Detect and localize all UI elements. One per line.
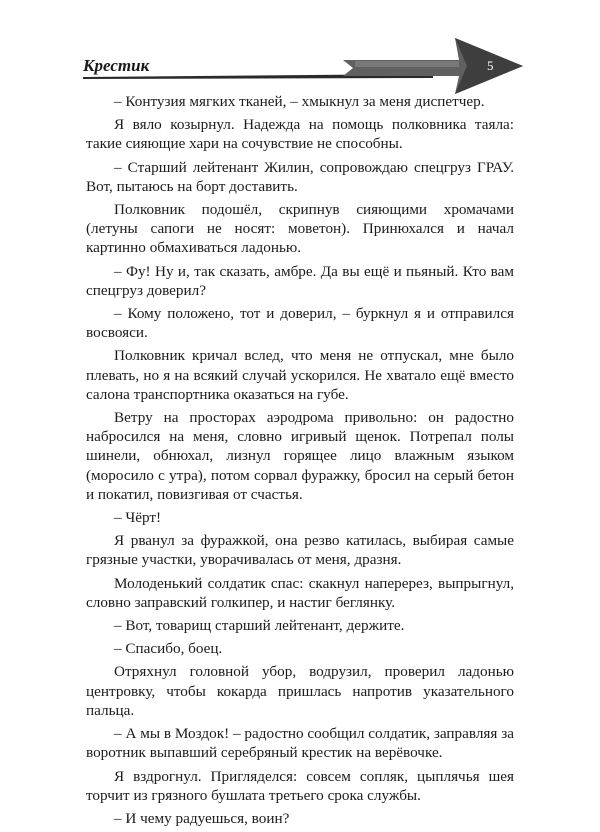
paragraph: – Контузия мягких тканей, – хмыкнул за меня диспетчер. [114, 93, 485, 110]
chapter-title: Крестик [83, 56, 150, 75]
paragraph: – И чему радуешься, воин? [114, 809, 290, 827]
paragraph: – Кому положено, тот и доверил, – буркнул я и отправился восвояси. [86, 305, 514, 342]
paragraph: Отряхнул головной убор, водрузил, проверил ладонью центровку, чтобы кокарда пришлась напротив указательного пальца. [86, 663, 514, 719]
paragraph: – Вот, товарищ старший лейтенант, держите. [114, 617, 405, 635]
paragraph: Полковник кричал вслед, что меня не отпускал, мне было плевать, но я на всякий случай ускорился. Не хватало ещё вместо салона транспортника оказаться на губе. [86, 347, 514, 403]
paragraph: Молоденький солдатик спас: скакнул наперерез, выпрыгнул, словно заправский голкипер, и настиг беглянку. [86, 574, 514, 611]
paragraph: Я вздрогнул. Пригляделся: совсем сопляк, цыплячья шея торчит из грязного бушлата третьего срока службы. [86, 767, 514, 804]
body-text [86, 92, 514, 832]
paragraph: Я вяло козырнул. Надежда на помощь полковника таяла: такие сияющие хари на сочувствие не способны. [86, 116, 514, 153]
paragraph: – Старший лейтенант Жилин, сопровождаю спецгруз ГРАУ. Вот, пытаюсь на борт доставить. [86, 158, 514, 195]
paragraph: Ветру на просторах аэродрома привольно: он радостно набросился на меня, словно игривый щенок. Потрепал полы шинели, обнюхал, лизнул горящее лицо влажным языком (моросило с утра), потом сорвал фуражку, бросил на серый бетон и покатил, повизгивая от счастья. [86, 409, 514, 503]
paragraph: Полковник подошёл, скрипнув сияющими хромачами (летуны сапоги не носят: моветон). Принюхался и начал картинно обмахиваться ладонью. [86, 201, 514, 257]
paragraph: – А мы в Моздок! – радостно сообщил солдатик, заправляя за воротник выпавший серебряный крестик на верёвочке. [86, 725, 514, 762]
paragraph: – Фу! Ну и, так сказать, амбре. Да вы ещё и пьяный. Кто вам спецгруз доверил? [86, 262, 514, 299]
running-header [83, 36, 523, 96]
paragraph: – Спасибо, боец. [114, 640, 223, 658]
paragraph: Я рванул за фуражкой, она резво катилась, выбирая самые грязные участки, уворачивалась от меня, дразня. [86, 532, 514, 569]
paragraph: – Чёрт! [114, 509, 162, 527]
page-number: 5 [487, 58, 494, 73]
